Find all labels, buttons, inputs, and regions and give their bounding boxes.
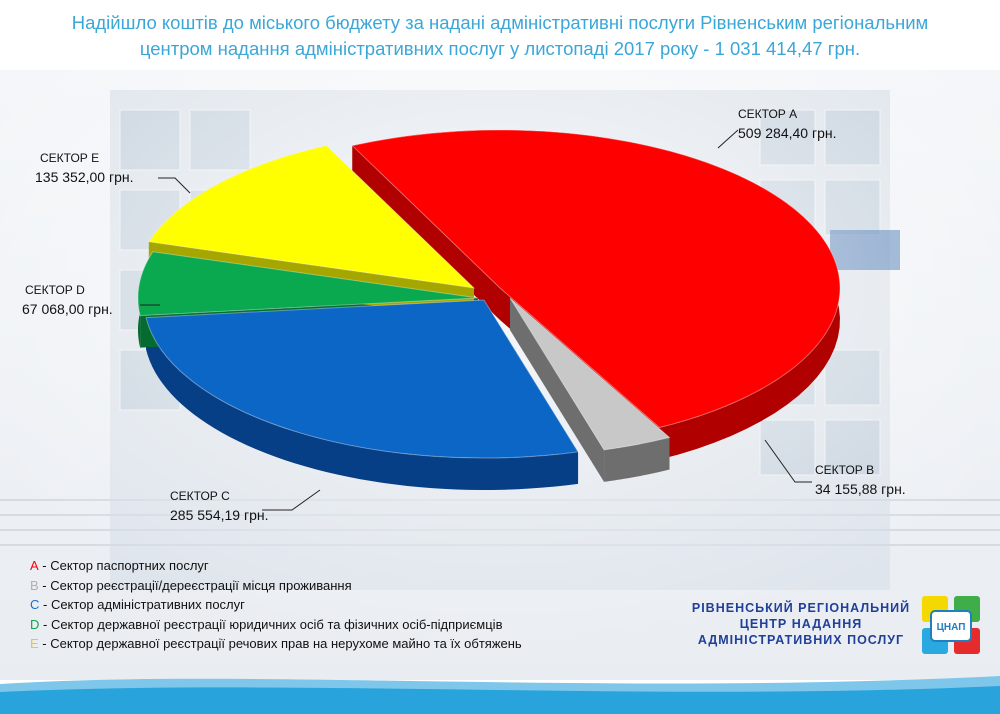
slice-value-label-e: 135 352,00 грн. bbox=[35, 169, 134, 185]
slice-value-label-d: 67 068,00 грн. bbox=[22, 301, 113, 317]
slice-name-label-e: СЕКТОР Е bbox=[40, 151, 100, 165]
logo-text: ЦНАП bbox=[936, 622, 966, 633]
legend-item-a bbox=[30, 556, 522, 576]
title-line-1: Надійшло коштів до міського бюджету за надані адміністративні послуги Рівненським регіональним bbox=[71, 12, 929, 33]
slice-name-label-c: СЕКТОР С bbox=[170, 489, 230, 503]
cnap-logo bbox=[920, 594, 982, 656]
legend-text-d: - Сектор державної реєстрації юридичних осіб та фізичних осіб-підприємців bbox=[39, 616, 503, 632]
title-line-2: центром надання адміністративних послуг у листопаді 2017 року - 1 031 414,47 грн. bbox=[139, 38, 861, 59]
slice-value-label-a: 509 284,40 грн. bbox=[738, 125, 837, 141]
legend-letter-b: В bbox=[30, 577, 39, 593]
legend-item-b bbox=[30, 576, 522, 596]
legend-letter-d: D bbox=[30, 616, 40, 632]
org-line-2: ЦЕНТР НАДАННЯ bbox=[739, 617, 863, 631]
leader-line-c bbox=[262, 490, 320, 510]
legend-text-e: - Сектор державної реєстрації речових прав на нерухоме майно та їх обтяжень bbox=[38, 636, 522, 651]
slice-value-label-c: 285 554,19 грн. bbox=[170, 507, 269, 523]
legend-letter-e: Е bbox=[30, 636, 39, 651]
legend-item-c bbox=[30, 595, 522, 615]
legend-text-b: - Сектор реєстрації/дереєстрації місця проживання bbox=[38, 577, 352, 593]
slice-name-label-d: СЕКТОР D bbox=[25, 283, 85, 297]
legend-text-c: - Сектор адміністративних послуг bbox=[39, 597, 245, 612]
slice-name-label-a: СЕКТОР А bbox=[738, 107, 798, 121]
organization-name bbox=[676, 600, 926, 648]
legend bbox=[30, 556, 522, 654]
legend-item-e bbox=[30, 634, 522, 654]
bottom-wave bbox=[0, 670, 1000, 714]
legend-text-a: - Сектор паспортних послуг bbox=[38, 558, 209, 573]
legend-letter-a: А bbox=[30, 558, 39, 573]
legend-letter-c: С bbox=[30, 597, 40, 612]
leader-line-a bbox=[718, 130, 738, 148]
legend-item-d bbox=[30, 615, 522, 635]
org-line-1: РІВНЕНСЬКИЙ РЕГІОНАЛЬНИЙ bbox=[691, 601, 911, 615]
org-line-3: АДМІНІСТРАТИВНИХ ПОСЛУГ bbox=[697, 633, 905, 647]
leader-line-b bbox=[765, 440, 812, 482]
leader-line-e bbox=[158, 178, 190, 193]
slice-value-label-b: 34 155,88 грн. bbox=[815, 481, 906, 497]
slice-name-label-b: СЕКТОР В bbox=[815, 463, 875, 477]
